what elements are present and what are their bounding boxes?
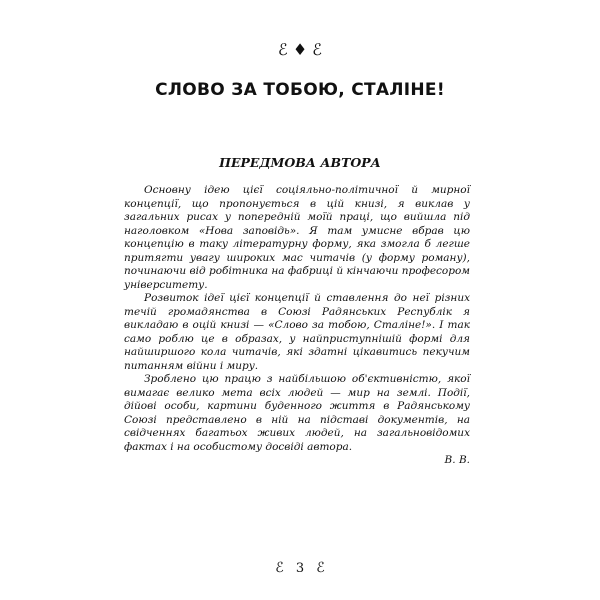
page-number: 3 xyxy=(295,560,305,576)
paragraph-3: Зроблено цю працю з найбільшою об'єктивністю, якої вимагає велико мета всіх людей — мир на землі. Події, дійові особи, картини буденного життя в Радянському Союзі представлено в ній на підставі документів, на свідченнях багатьох живих людей, на загальновідомих фактах і на особистому досвіді автора. xyxy=(124,373,470,453)
page-footer xyxy=(0,560,600,576)
paragraph-2: Розвиток ідеї цієї концепції й ставлення до неї різних течій громадянства в Союзі Радянських Республік я викладаю в оцій книзі — «Слово за тобою, Сталіне!». І так само роблю це в образах, у найприступнішій формі для найширшого кола читачів, які здатні цікавитись пекучим питанням війни і миру. xyxy=(124,292,470,372)
top-ornament: ℰ ♦ ℰ xyxy=(278,40,322,59)
author-signature: В. В. xyxy=(444,454,470,466)
preface-body xyxy=(124,184,470,468)
footer-left-ornament-icon: ℰ xyxy=(275,560,284,576)
footer-right-ornament-icon: ℰ xyxy=(316,560,325,576)
page-title: СЛОВО ЗА ТОБОЮ, СТАЛІНЕ! xyxy=(155,80,445,100)
section-subtitle: ПЕРЕДМОВА АВТОРА xyxy=(219,155,381,170)
paragraph-1: Основну ідею цієї соціяльно-політичної й мирної концепції, що пропонується в цій книзі, я виклав у загальних рисах у попередній моїй праці, що вийшла під наголовком «Нова заповідь». Я там умисне вбрав цю концепцію в таку літературну форму, яка змогла б легше притягти увагу широких мас читачів (у форму роману), починаючи від робітника на фабриці й кінчаючи професором університету. xyxy=(124,184,470,291)
